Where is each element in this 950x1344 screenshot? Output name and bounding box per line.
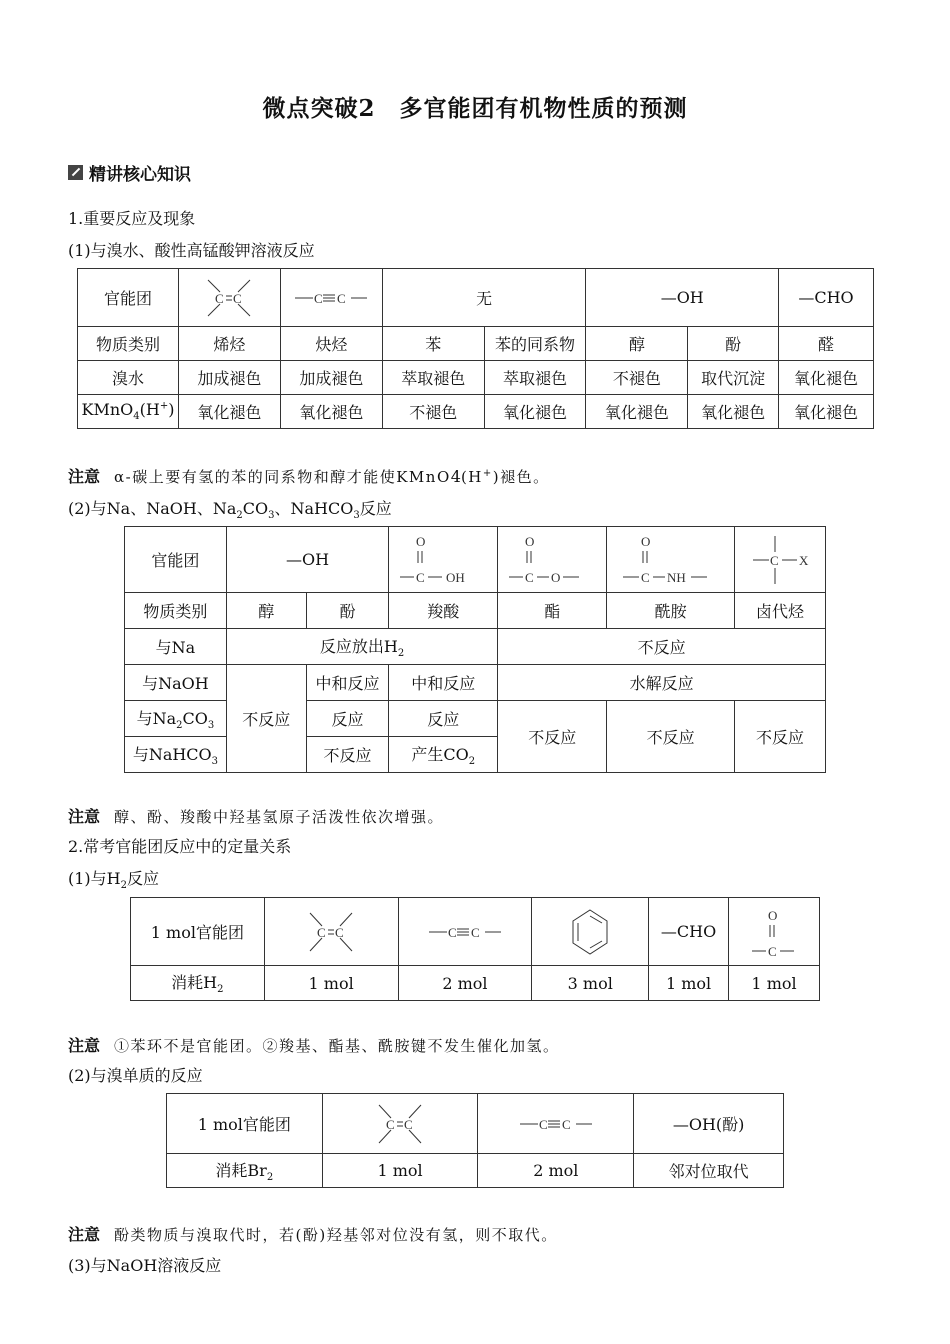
t2-cell: 卤代烃: [735, 593, 826, 629]
svg-text:C: C: [416, 569, 425, 585]
svg-text:O: O: [640, 533, 650, 549]
t1-cell: 苯: [382, 327, 484, 361]
note-1: 注意 α-碳上要有氢的苯的同系物和醇才能使KMnO4(H+)褪色。: [68, 467, 550, 486]
t1-cell: 氧化褪色: [779, 395, 874, 429]
pencil-icon: [68, 165, 83, 180]
t1-cell: 氧化褪色: [586, 395, 688, 429]
t4-header: 1 mol官能团: [167, 1094, 323, 1154]
t2-cell: 物质类别: [125, 593, 227, 629]
t3-header: 1 mol官能团: [131, 898, 265, 966]
t2-cell: 酯: [498, 593, 607, 629]
t1-cell: 醇: [586, 327, 688, 361]
t2-oh: —OH: [226, 527, 388, 593]
svg-text:C: C: [640, 569, 650, 585]
t4-phenol: —OH(酚): [634, 1094, 784, 1154]
t2-cell: 不反应: [607, 701, 735, 773]
t4-cell: 2 mol: [478, 1154, 634, 1188]
t1-cell: 氧化褪色: [688, 395, 779, 429]
heading-1b: (2)与Na、NaOH、$Na_2CO_3$、NaHCO$_3$反应: [68, 499, 392, 522]
amide-structure: [607, 527, 735, 593]
t2-cell: 酚: [306, 593, 389, 629]
t3-cell: 3 mol: [532, 966, 649, 1001]
t2-cell: 酰胺: [607, 593, 735, 629]
t1-cell: 氧化褪色: [178, 395, 280, 429]
t1-cell: 氧化褪色: [779, 361, 874, 395]
svg-text:C: C: [314, 290, 324, 306]
note-4: 注意 酚类物质与溴取代时，若(酚)羟基邻对位没有氢，则不取代。: [68, 1225, 558, 1244]
svg-text:C: C: [447, 924, 457, 940]
t2-cell: 不反应: [226, 665, 306, 773]
t2-cell: 不反应: [306, 737, 389, 773]
t4-cell: 1 mol: [322, 1154, 478, 1188]
page-title: 微点突破2 多官能团有机物性质的预测: [262, 95, 688, 122]
t1-cell: 溴水: [78, 361, 179, 395]
table-h2: [130, 897, 820, 1001]
table-br2: [166, 1093, 784, 1188]
t4-cell: 邻对位取代: [634, 1154, 784, 1188]
section-heading: [68, 160, 191, 185]
t4-label: 消耗$Br_2$: [167, 1154, 323, 1188]
section-title: 精讲核心知识: [89, 165, 191, 185]
t2-cell: 中和反应: [306, 665, 389, 701]
t3-label: 消耗$H_2$: [131, 966, 265, 1001]
t1-cell: 加成褪色: [178, 361, 280, 395]
t3-cell: 2 mol: [398, 966, 532, 1001]
ester-structure: [498, 527, 607, 593]
benzene-structure: [532, 898, 649, 966]
t1-cell: 不褪色: [382, 395, 484, 429]
t2-cell: 水解反应: [498, 665, 826, 701]
carbonyl-structure: [729, 898, 820, 966]
t3-cho: —CHO: [649, 898, 729, 966]
t2-row-label: 与$Na_2CO_3$: [125, 701, 227, 737]
t1-cell: 醛: [779, 327, 874, 361]
t1-none: 无: [382, 269, 586, 327]
alkene-structure: [264, 898, 398, 966]
alkene-structure: [322, 1094, 478, 1154]
t2-cell: 醇: [226, 593, 306, 629]
svg-text:O: O: [525, 533, 535, 549]
t2-cell: 不反应: [498, 701, 607, 773]
t1-cell: 酚: [688, 327, 779, 361]
t1-cho: —CHO: [779, 269, 874, 327]
t1-header: 官能团: [78, 269, 179, 327]
t2-row-label: 与NaHCO$_3$: [125, 737, 227, 773]
t1-cell: 萃取褪色: [484, 361, 586, 395]
svg-text:C: C: [768, 943, 777, 958]
svg-text:C: C: [337, 290, 347, 306]
t2-cell: 中和反应: [389, 665, 498, 701]
note-2: 注意 醇、酚、羧酸中羟基氢原子活泼性依次增强。: [68, 807, 445, 826]
svg-text:C: C: [317, 924, 326, 940]
t2-cell: 产生$CO_2$: [389, 737, 498, 773]
heading-1: 1.重要反应及现象: [68, 209, 196, 228]
svg-text:C: C: [404, 1116, 413, 1132]
heading-2c: (3)与NaOH溶液反应: [68, 1256, 222, 1275]
heading-1a: (1)与溴水、酸性高锰酸钾溶液反应: [68, 241, 315, 260]
table-bromine-kmno4: [77, 268, 874, 429]
t1-cell: 加成褪色: [280, 361, 382, 395]
svg-text:C: C: [386, 1116, 395, 1132]
svg-text:C: C: [470, 924, 480, 940]
t3-cell: 1 mol: [649, 966, 729, 1001]
heading-2b: (2)与溴单质的反应: [68, 1066, 203, 1085]
t2-row-label: 与Na: [125, 629, 227, 665]
svg-text:NH: NH: [666, 569, 686, 585]
t2-header: 官能团: [125, 527, 227, 593]
carboxyl-structure: [389, 527, 498, 593]
t2-cell: 羧酸: [389, 593, 498, 629]
halide-structure: [735, 527, 826, 593]
svg-text:O: O: [416, 533, 426, 549]
t2-cell: 不反应: [735, 701, 826, 773]
t2-cell: 反应: [389, 701, 498, 737]
svg-text:OH: OH: [446, 569, 466, 585]
alkyne-structure: [478, 1094, 634, 1154]
alkyne-structure: [398, 898, 532, 966]
t3-cell: 1 mol: [264, 966, 398, 1001]
t1-oh: —OH: [586, 269, 779, 327]
svg-text:C: C: [215, 290, 225, 306]
t1-cell: 物质类别: [78, 327, 179, 361]
t1-cell: 炔烃: [280, 327, 382, 361]
t1-cell: 氧化褪色: [280, 395, 382, 429]
heading-2a: (1)与$H_2$反应: [68, 869, 160, 892]
t3-cell: 1 mol: [729, 966, 820, 1001]
svg-text:C: C: [525, 569, 534, 585]
t1-cell: 苯的同系物: [484, 327, 586, 361]
t2-row-label: 与NaOH: [125, 665, 227, 701]
alkyne-structure: [280, 269, 382, 327]
svg-text:X: X: [799, 552, 809, 568]
t1-kmno4-label: KMnO$_4$(H+): [78, 395, 179, 429]
svg-text:C: C: [770, 552, 779, 568]
svg-text:C: C: [538, 1116, 548, 1132]
svg-text:C: C: [561, 1116, 571, 1132]
t2-cell: 不反应: [498, 629, 826, 665]
t1-cell: 萃取褪色: [382, 361, 484, 395]
t1-cell: 取代沉淀: [688, 361, 779, 395]
svg-text:O: O: [768, 907, 778, 923]
t2-cell: 反应: [306, 701, 389, 737]
note-3: 注意 ①苯环不是官能团。②羧基、酯基、酰胺键不发生催化加氢。: [68, 1036, 560, 1055]
table-na-naoh: [124, 526, 826, 773]
t1-cell: 氧化褪色: [484, 395, 586, 429]
t2-cell: 反应放出$H_2$: [226, 629, 497, 665]
t1-cell: 不褪色: [586, 361, 688, 395]
heading-2: 2.常考官能团反应中的定量关系: [68, 837, 292, 856]
svg-text:O: O: [551, 569, 561, 585]
svg-text:C: C: [233, 290, 243, 306]
alkene-structure: [178, 269, 280, 327]
svg-text:C: C: [335, 924, 344, 940]
t1-cell: 烯烃: [178, 327, 280, 361]
